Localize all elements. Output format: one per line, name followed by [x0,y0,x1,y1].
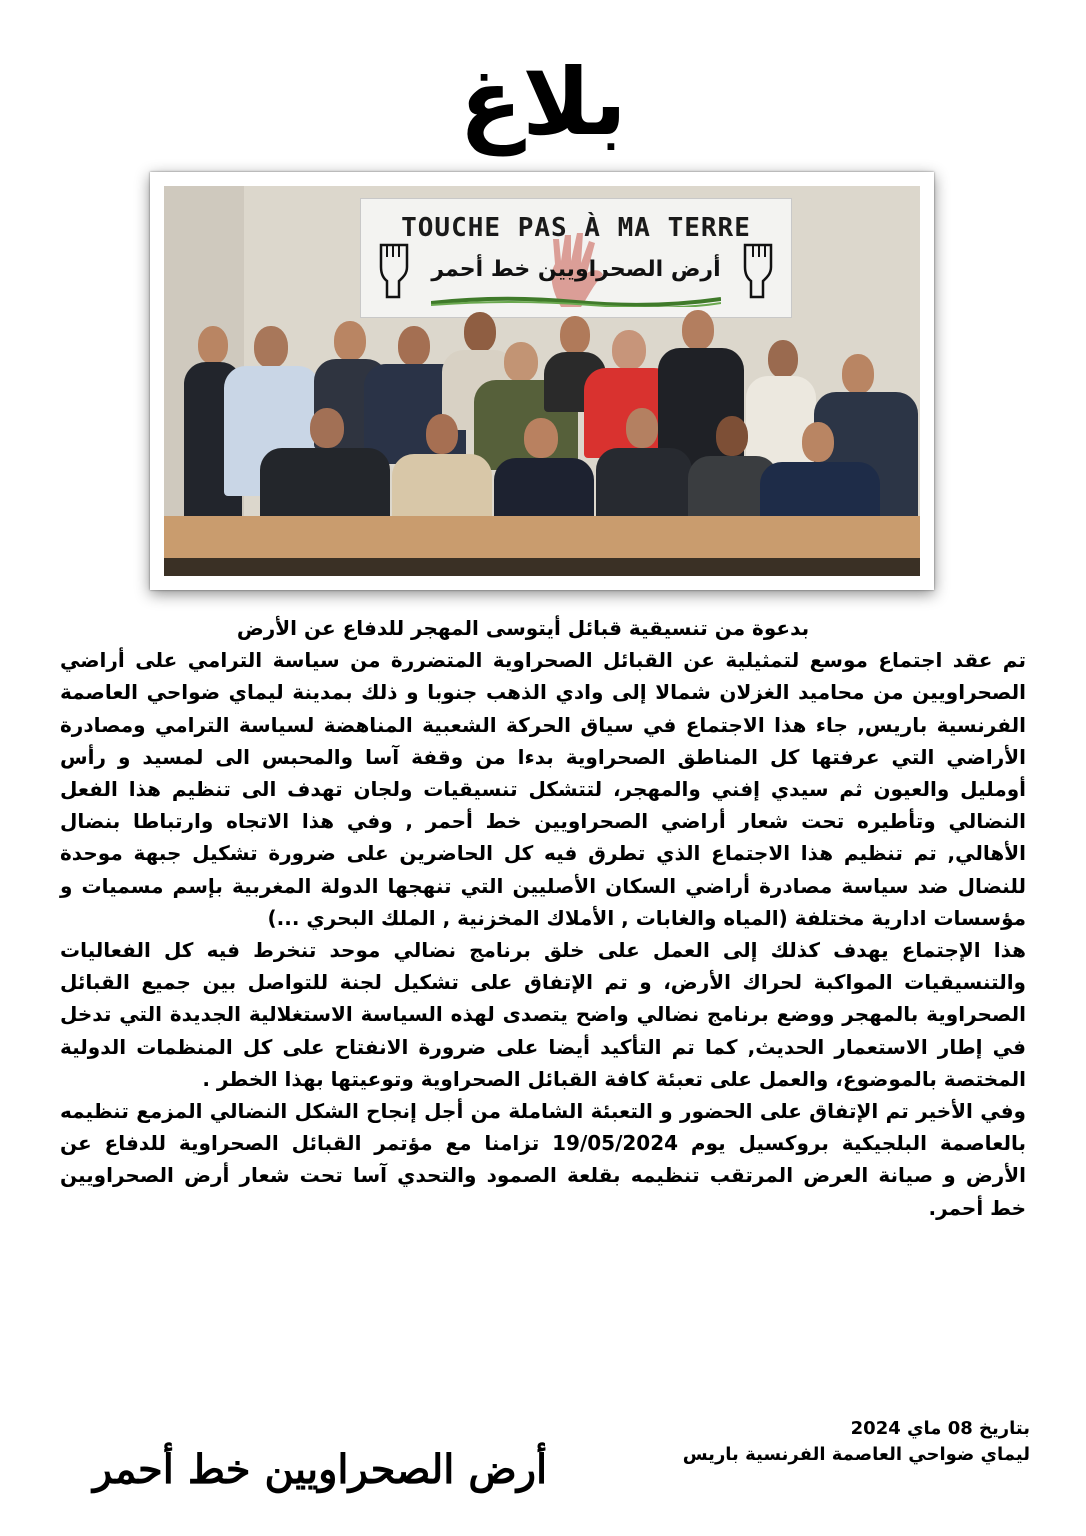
paragraph-2: هذا الإجتماع يهدف كذلك إلى العمل على خلق برنامج نضالي موحد تنخرط فيه كل الفعاليات والتنسيقيات المواكبة لحراك الأرض، و تم الإتفاق على تشكيل لجنة للتواصل بين جميع القبائل الصحراوية بالمهجر ووضع برنامج نضالي واضح يتصدى لهذه السياسة الاستغلالية الجديدة التي تدخل في إطار الاستعمار الحديث, كما تم التأكيد أيضا على ضرورة الانفتاح على كل المنظمات الدولية المختصة بالموضوع، والعمل على تعبئة كافة القبائل الصحراوية وتوعيتها بهذا الخطر . [60,938,1026,1091]
raised-fist-icon [373,239,415,299]
table-edge [164,558,920,576]
place-line: ليماي ضواحي العاصمة الفرنسية باريس [682,1444,1030,1465]
protest-banner [360,198,792,318]
group-photo [164,186,920,576]
banner-arabic-text: أرض الصحراويين خط أحمر [431,257,721,282]
paragraph-1: تم عقد اجتماع موسع لتمثيلية عن القبائل الصحراوية المتضررة من سياسة الترامي على أراضي الصحراويين من محاميد الغزلان شمالا إلى وادي الذهب جنوبا و ذلك بمدينة ليماي ضواحي العاصمة الفرنسية باريس, جاء هذا الاجتماع في سياق الحركة الشعبية المناهضة لسياسة الترامي ومصادرة الأراضي التي عرفتها كل المناطق الصحراوية بدءا من وقفة آسا والمحبس الى لمسيد و رأس أومليل والعيون ثم سيدي إفني والمهجر، لتتشكل تنسيقيات ولجان تهدف الى تنظيم هذا الفعل النضالي وتأطيره تحت شعار أراضي الصحراويين خط أحمر , وفي هذا الاتجاه وارتباطا بنضال الأهالي, تم تنظيم هذا الاجتماع الذي تطرق فيه كل الحاضرين على ضرورة تشكيل جبهة موحدة للنضال ضد سياسة مصادرة أراضي السكان الأصليين التي تنهجها الدولة المغربية بإسم مسميات و مؤسسات ادارية مختلفة (المياه والغابات , الأملاك المخزنية , الملك البحري ...) [60,648,1026,930]
paragraph-3: وفي الأخير تم الإتفاق على الحضور و التعبئة الشاملة من أجل إنجاح الشكل النضالي المزمع تنظيمه بالعاصمة البلجيكية بروكسيل يوم 19/05/2024 تزامنا مع مؤتمر القبائل الصحراوية للدفاع عن الأرض و صيانة العرض المرتقب تنظيمه بقلعة الصمود والتحدي آسا تحت شعار أرض الصحراويين خط أحمر. [60,1099,1027,1220]
signature-slogan: أرض الصحراويين خط أحمر [92,1446,548,1493]
date-line: بتاريخ 08 ماي 2024 [850,1418,1030,1439]
banner-french-text: TOUCHE PAS À MA TERRE [401,213,751,243]
page-title: بلاغ [459,49,627,156]
intro-line: بدعوة من تنسيقية قبائل أيتوسى المهجر للدفاع عن الأرض [236,616,810,640]
statement-body [60,612,1026,1224]
raised-fist-icon [737,239,779,299]
leaf-decoration [431,293,721,307]
group-photo-frame [150,172,934,590]
date-location-block [560,1416,1030,1468]
